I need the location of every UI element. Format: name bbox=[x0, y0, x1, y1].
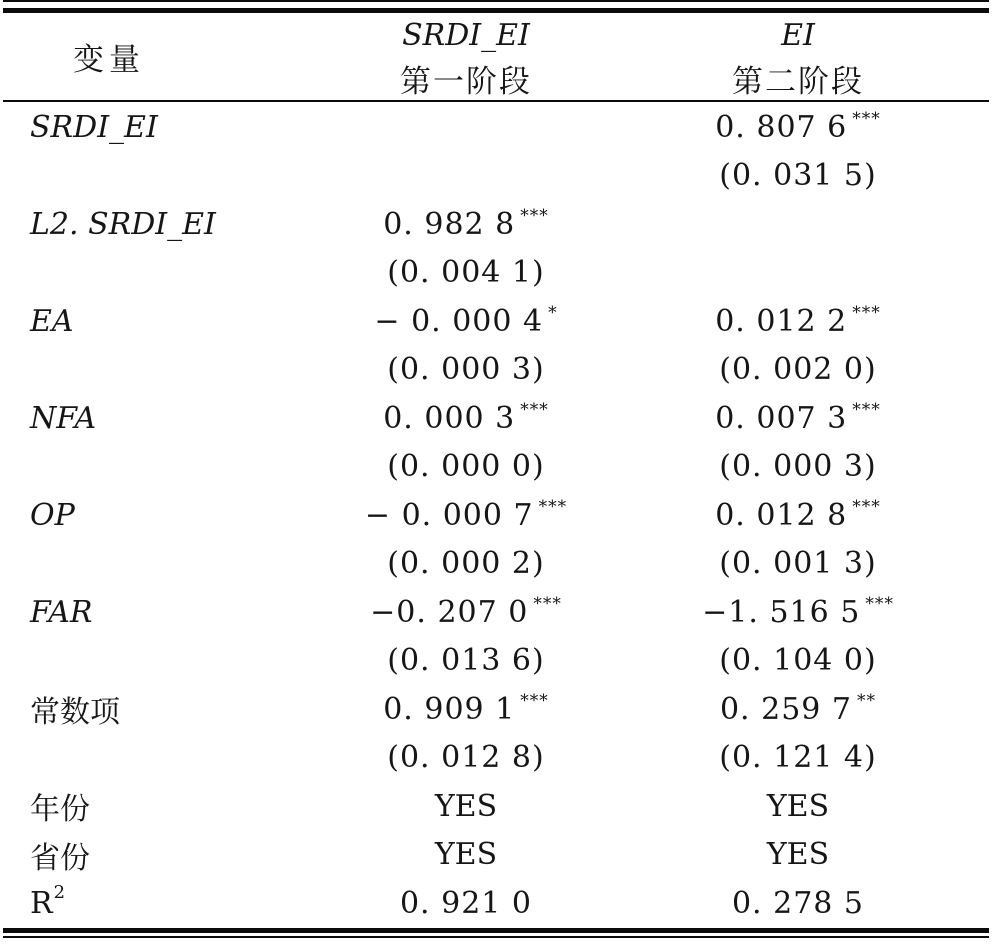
coef-value: 0. 807 6 bbox=[715, 109, 848, 145]
table-header-row bbox=[0, 13, 992, 100]
header-col-stage2 bbox=[632, 13, 964, 100]
table-row-se bbox=[0, 637, 992, 686]
coef-cell bbox=[632, 110, 964, 145]
significance-stars: *** bbox=[852, 302, 881, 323]
row-label: NFA bbox=[30, 400, 97, 436]
significance-stars: *** bbox=[533, 593, 562, 614]
coef-value: − 0. 000 7 bbox=[364, 497, 534, 533]
table-row bbox=[0, 685, 992, 734]
coef-cell bbox=[300, 401, 632, 436]
table-row-se bbox=[0, 734, 992, 783]
fixed-effect-flag: YES bbox=[434, 837, 498, 873]
row-label: 常数项 bbox=[30, 695, 120, 731]
coef-value: 0. 259 7 bbox=[719, 691, 853, 727]
std-error: (0. 121 4) bbox=[719, 740, 877, 776]
r-squared-value: 0. 278 5 bbox=[731, 885, 865, 921]
coef-value: 0. 012 8 bbox=[715, 497, 848, 533]
significance-stars: *** bbox=[865, 593, 894, 614]
std-error: (0. 000 2) bbox=[387, 546, 545, 582]
table-body bbox=[0, 103, 992, 928]
r-squared-exponent: 2 bbox=[53, 881, 66, 903]
significance-stars: *** bbox=[852, 399, 881, 420]
table-row bbox=[0, 831, 992, 880]
table-row bbox=[0, 879, 992, 928]
table-row bbox=[0, 394, 992, 443]
coef-cell bbox=[300, 498, 632, 533]
header-stage2-stage: 第二阶段 bbox=[732, 63, 864, 100]
row-label: 省份 bbox=[30, 840, 90, 876]
table-row bbox=[0, 491, 992, 540]
header-stage1-model: SRDI_EI bbox=[402, 17, 530, 53]
fixed-effect-flag: YES bbox=[766, 788, 830, 824]
coef-value: 0. 982 8 bbox=[383, 206, 516, 242]
header-variable-label: 变量 bbox=[73, 42, 145, 78]
header-stage2-model: EI bbox=[781, 17, 815, 53]
coef-cell bbox=[632, 498, 964, 533]
significance-stars: * bbox=[548, 302, 558, 323]
row-label: 年份 bbox=[30, 792, 90, 828]
table-row-se bbox=[0, 443, 992, 492]
std-error: (0. 002 0) bbox=[719, 352, 877, 388]
coef-cell bbox=[300, 692, 632, 727]
fixed-effect-flag: YES bbox=[434, 788, 498, 824]
significance-stars: *** bbox=[520, 690, 549, 711]
significance-stars: *** bbox=[520, 205, 549, 226]
table-row bbox=[0, 200, 992, 249]
row-label: OP bbox=[30, 497, 75, 533]
std-error: (0. 000 3) bbox=[719, 449, 877, 485]
fixed-effect-flag: YES bbox=[766, 837, 830, 873]
std-error: (0. 031 5) bbox=[719, 158, 877, 194]
table-row bbox=[0, 782, 992, 831]
coef-value: −0. 207 0 bbox=[370, 594, 529, 630]
row-label: L2. SRDI_EI bbox=[30, 206, 216, 242]
table-row-se bbox=[0, 249, 992, 298]
table-row-se bbox=[0, 540, 992, 589]
table-bottom-outer-rule bbox=[3, 936, 989, 938]
coef-value: 0. 000 3 bbox=[383, 400, 516, 436]
coef-value: 0. 007 3 bbox=[715, 400, 848, 436]
std-error: (0. 004 1) bbox=[387, 255, 545, 291]
coef-cell bbox=[632, 401, 964, 436]
row-label: EA bbox=[30, 303, 74, 339]
std-error: (0. 013 6) bbox=[387, 643, 545, 679]
coef-cell bbox=[300, 595, 632, 630]
std-error: (0. 000 0) bbox=[387, 449, 545, 485]
coef-cell bbox=[632, 595, 964, 630]
row-label: SRDI_EI bbox=[30, 109, 158, 145]
row-label-r-squared: $R^2$ bbox=[30, 881, 66, 921]
coef-value: 0. 909 1 bbox=[383, 691, 516, 727]
table-row bbox=[0, 103, 992, 152]
std-error: (0. 001 3) bbox=[719, 546, 877, 582]
significance-stars: *** bbox=[852, 496, 881, 517]
std-error: (0. 000 3) bbox=[387, 352, 545, 388]
std-error: (0. 012 8) bbox=[387, 740, 545, 776]
significance-stars: *** bbox=[520, 399, 549, 420]
table-row bbox=[0, 297, 992, 346]
coef-cell bbox=[300, 207, 632, 242]
table-row-se bbox=[0, 152, 992, 201]
coef-value: 0. 012 2 bbox=[715, 303, 848, 339]
coef-cell bbox=[632, 304, 964, 339]
coef-cell bbox=[632, 692, 964, 727]
coef-cell bbox=[300, 304, 632, 339]
r-squared-value: 0. 921 0 bbox=[399, 885, 533, 921]
significance-stars: *** bbox=[538, 496, 568, 517]
significance-stars: *** bbox=[852, 108, 881, 129]
table-row-se bbox=[0, 346, 992, 395]
header-stage1-stage: 第一阶段 bbox=[400, 63, 532, 100]
coef-value: −1. 516 5 bbox=[702, 594, 861, 630]
std-error: (0. 104 0) bbox=[719, 643, 877, 679]
row-label: FAR bbox=[30, 594, 93, 630]
significance-stars: ** bbox=[857, 690, 877, 711]
header-col-stage1 bbox=[300, 13, 632, 100]
table-row bbox=[0, 588, 992, 637]
coef-value: − 0. 000 4 bbox=[374, 303, 544, 339]
